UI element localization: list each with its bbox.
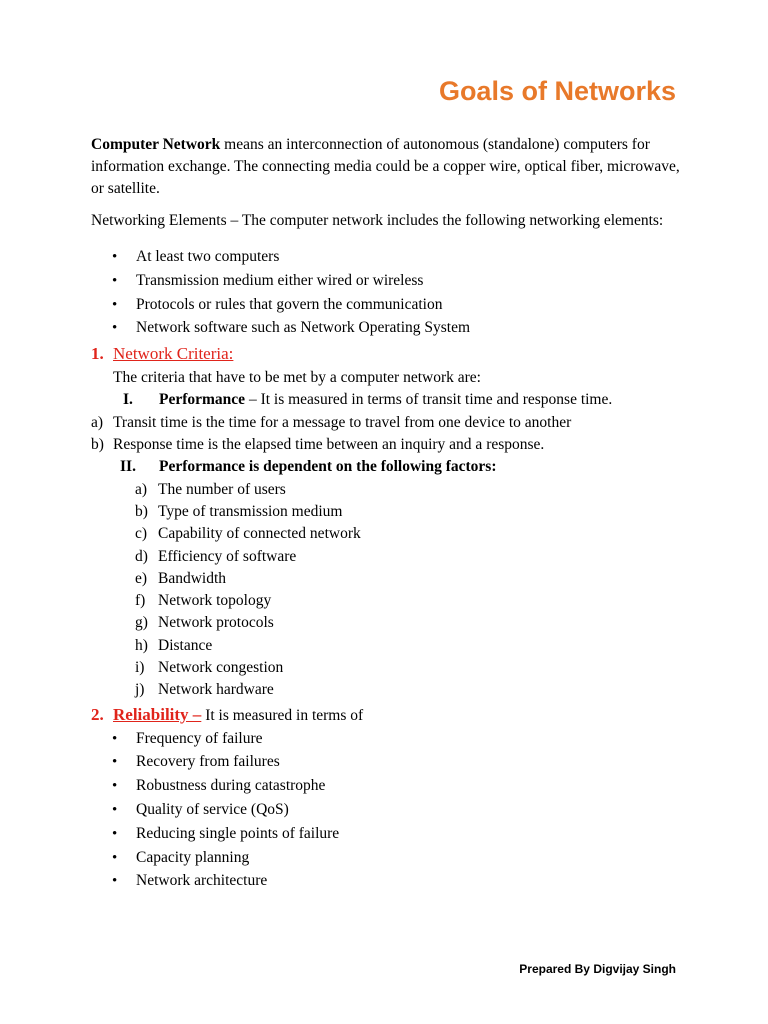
list-item: • Quality of service (QoS) (91, 799, 691, 823)
list-item (91, 568, 691, 590)
item-text: Efficiency of software (158, 547, 297, 565)
list-item: • Frequency of failure (91, 728, 691, 752)
section-heading-2 (91, 704, 691, 728)
list-item (91, 412, 691, 434)
item-label: h) (135, 636, 148, 654)
item-text: The number of users (158, 480, 286, 498)
item-text: Network protocols (158, 614, 274, 632)
item-label: f) (135, 592, 146, 610)
item-text: Response time is the elapsed time between an inquiry and a response. (113, 436, 545, 454)
elements-list (91, 246, 691, 341)
section-heading-1 (91, 343, 691, 367)
item-text: Bandwidth (158, 569, 227, 587)
list-item: • Reducing single points of failure (91, 823, 691, 847)
list-item: • Robustness during catastrophe (91, 775, 691, 799)
section-title: Network Criteria: (113, 344, 234, 364)
section-number: 2. (91, 704, 104, 724)
item-text: Network hardware (158, 681, 274, 699)
section-number: 1. (91, 344, 104, 364)
roman-number: I. (123, 391, 133, 409)
item-text: Transit time is the time for a message to travel from one device to another (113, 413, 572, 431)
list-item (91, 546, 691, 568)
footer-credit: Prepared By Digvijay Singh (519, 962, 676, 976)
list-item: • Network architecture (91, 870, 691, 894)
list-item (91, 501, 691, 523)
list-item (91, 590, 691, 612)
list-item (91, 657, 691, 679)
list-item (91, 479, 691, 501)
section-text: It is measured in terms of (201, 706, 364, 724)
document-body (91, 134, 691, 894)
list-item: • Capacity planning (91, 847, 691, 871)
list-item (91, 679, 691, 701)
item-text: Distance (158, 636, 213, 654)
list-item: • Transmission medium either wired or wireless (91, 270, 691, 294)
roman-item-1 (91, 389, 691, 411)
item-label: a) (135, 480, 148, 498)
item-label: a) (91, 413, 104, 431)
roman-item-2 (91, 456, 691, 478)
intro-text: means an interconnection of autonomous (standalone) computers for information exchange. The connecting media could be a copper wire, optical fiber, microwave, or satellite. (91, 136, 680, 197)
list-item: • Protocols or rules that govern the communication (91, 294, 691, 318)
list-item (91, 434, 691, 456)
item-label: i) (135, 659, 145, 677)
item-label: c) (135, 525, 148, 543)
item-label: d) (135, 547, 148, 565)
item-label: e) (135, 569, 148, 587)
item-label: b) (91, 436, 104, 454)
item-label: b) (135, 502, 148, 520)
list-item: • Recovery from failures (91, 751, 691, 775)
factors-heading: Performance is dependent on the following factors: (159, 458, 497, 476)
list-item (91, 635, 691, 657)
performance-text: – It is measured in terms of transit time and response time. (245, 391, 613, 409)
reliability-list (91, 728, 691, 895)
criteria-text: The criteria that have to be met by a computer network are: (113, 369, 481, 387)
section-title: Reliability – (113, 704, 202, 724)
item-text: Type of transmission medium (158, 502, 343, 520)
roman-number: II. (120, 458, 136, 476)
list-item: • At least two computers (91, 246, 691, 270)
item-label: g) (135, 614, 148, 632)
list-item (91, 523, 691, 545)
page-title: Goals of Networks (438, 76, 676, 106)
elements-intro: Networking Elements – The computer network includes the following networking elements: (91, 212, 664, 229)
performance-term: Performance (159, 391, 246, 409)
item-label: j) (135, 681, 145, 699)
item-text: Network topology (158, 592, 272, 610)
list-item (91, 612, 691, 634)
intro-paragraph (91, 134, 691, 200)
item-text: Capability of connected network (158, 525, 361, 543)
intro-term: Computer Network (91, 136, 221, 153)
list-item: • Network software such as Network Operating System (91, 317, 691, 341)
item-text: Network congestion (158, 659, 284, 677)
